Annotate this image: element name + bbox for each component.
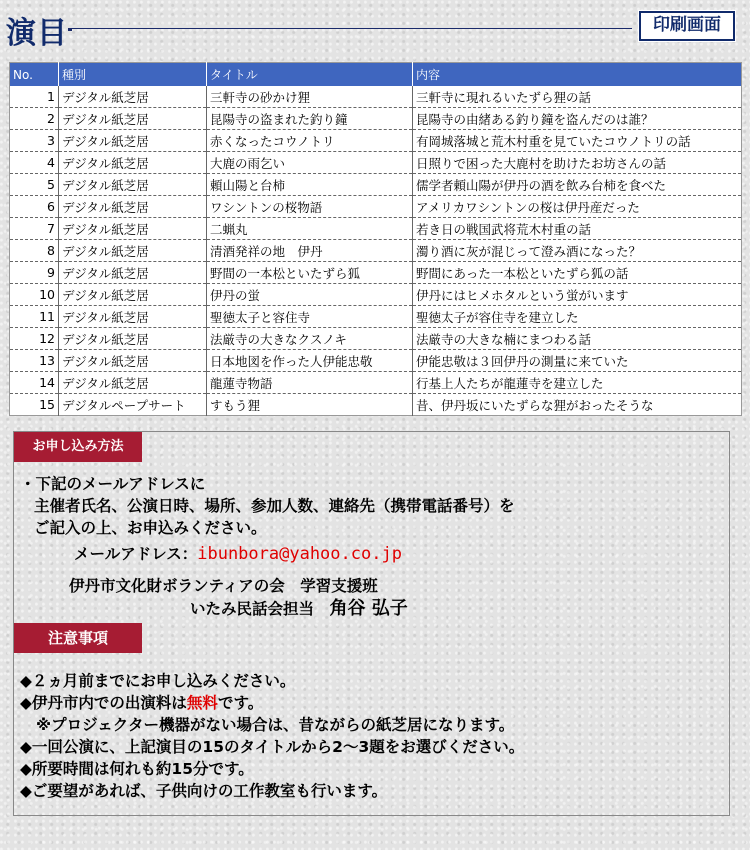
- cell-title: 赤くなったコウノトリ: [207, 130, 413, 152]
- cell-title: 二蝋丸: [207, 218, 413, 240]
- note-2-suffix: です。: [217, 694, 264, 712]
- cell-content: 伊丹にはヒメホタルという蛍がいます: [413, 284, 742, 306]
- organization-name: 伊丹市文化財ボランティアの会 学習支援班: [69, 577, 378, 595]
- apply-line-3: ご記入の上、お申込みください。: [34, 519, 267, 537]
- cell-content: 伊能忠敬は３回伊丹の測量に来ていた: [413, 350, 742, 372]
- cell-title: 龍蓮寺物語: [207, 372, 413, 394]
- note-2-free: 無料: [186, 694, 218, 712]
- cell-title: 日本地図を作った人伊能忠敬: [207, 350, 413, 372]
- cell-type: デジタル紙芝居: [59, 108, 207, 130]
- cell-no: 12: [10, 328, 59, 350]
- cell-title: 大鹿の雨乞い: [207, 152, 413, 174]
- contact-name: 角谷 弘子: [329, 598, 408, 619]
- cell-title: 昆陽寺の盗まれた釣り鐘: [207, 108, 413, 130]
- cell-no: 15: [10, 394, 59, 416]
- cell-title: 野間の一本松といたずら狐: [207, 262, 413, 284]
- table-row: [10, 218, 742, 240]
- apply-line-1: ・下記のメールアドレスに: [20, 475, 206, 493]
- note-1: ◆２ヵ月前までにお申し込みください。: [20, 672, 296, 690]
- table-row: [10, 284, 742, 306]
- table-row: [10, 196, 742, 218]
- cell-title: 聖徳太子と容住寺: [207, 306, 413, 328]
- table-row: [10, 306, 742, 328]
- apply-heading: お申し込み方法: [14, 432, 142, 462]
- table-body: [10, 86, 742, 416]
- cell-content: 聖徳太子が容住寺を建立した: [413, 306, 742, 328]
- page-header: [0, 0, 750, 52]
- cell-type: デジタル紙芝居: [59, 350, 207, 372]
- table-row: [10, 174, 742, 196]
- table-row: [10, 152, 742, 174]
- cell-type: デジタル紙芝居: [59, 196, 207, 218]
- cell-no: 14: [10, 372, 59, 394]
- mail-label: メールアドレス：: [74, 545, 198, 563]
- note-3: ◆一回公演に、上記演目の15のタイトルから2～3題をお選びください。: [20, 738, 525, 756]
- table-header-row: [10, 63, 742, 87]
- cell-content: アメリカワシントンの桜は伊丹産だった: [413, 196, 742, 218]
- cell-no: 6: [10, 196, 59, 218]
- cell-no: 10: [10, 284, 59, 306]
- table-row: [10, 262, 742, 284]
- cell-content: 日照りで困った大鹿村を助けたお坊さんの話: [413, 152, 742, 174]
- cell-type: デジタル紙芝居: [59, 152, 207, 174]
- cell-content: 昔、伊丹坂にいたずらな狸がおったそうな: [416, 397, 654, 413]
- table-row: [10, 394, 742, 416]
- table-row: [10, 372, 742, 394]
- table-row: [10, 86, 742, 108]
- cell-content: 昆陽寺の由緒ある釣り鐘を盗んだのは誰？: [413, 108, 742, 130]
- table-row: [10, 108, 742, 130]
- cell-no: 11: [10, 306, 59, 328]
- cell-title: 三軒寺の砂かけ狸: [207, 86, 413, 108]
- cell-content: 行基上人たちが龍蓮寺を建立した: [413, 372, 742, 394]
- print-view-button[interactable]: 印刷画面: [639, 11, 735, 41]
- contact-prefix: いたみ民話会担当: [190, 600, 315, 618]
- table-row: [10, 350, 742, 372]
- cell-no: 9: [10, 262, 59, 284]
- cell-type: デジタル紙芝居: [59, 240, 207, 262]
- note-2: [20, 691, 263, 713]
- cell-type: デジタル紙芝居: [59, 328, 207, 350]
- cell-title: 法厳寺の大きなクスノキ: [207, 328, 413, 350]
- cell-title: 清酒発祥の地 伊丹: [207, 240, 413, 262]
- note-2-prefix: ◆伊丹市内での出演料は: [20, 694, 187, 712]
- cell-no: 7: [10, 218, 59, 240]
- cell-no: 4: [10, 152, 59, 174]
- cell-type: デジタル紙芝居: [59, 284, 207, 306]
- table-row: [10, 328, 742, 350]
- cell-content: 濁り酒に灰が混じって澄み酒になった？: [413, 240, 742, 262]
- cell-title: 伊丹の蛍: [207, 284, 413, 306]
- cell-content: 儒学者頼山陽が伊丹の酒を飲み台柿を食べた: [413, 174, 742, 196]
- table-row: [10, 130, 742, 152]
- cell-type: デジタル紙芝居: [59, 130, 207, 152]
- cell-type: デジタル紙芝居: [59, 86, 207, 108]
- cell-title: 頼山陽と台柿: [207, 174, 413, 196]
- info-panel: [13, 431, 730, 816]
- cell-content: 法厳寺の大きな楠にまつわる話: [413, 328, 742, 350]
- column-header-no: No.: [10, 63, 59, 87]
- column-header-title: タイトル: [207, 63, 413, 87]
- column-header-content: 内容: [413, 63, 742, 87]
- cell-type: デジタル紙芝居: [59, 218, 207, 240]
- cell-type: デジタル紙芝居: [59, 372, 207, 394]
- cell-content: 若き日の戦国武将荒木村重の話: [413, 218, 742, 240]
- cell-no: 13: [10, 350, 59, 372]
- cell-no: 8: [10, 240, 59, 262]
- cell-type: デジタルペープサート: [59, 394, 207, 416]
- cell-title: すもう狸: [207, 394, 413, 416]
- page-title: 演目: [6, 16, 68, 51]
- note-4: ◆所要時間は何れも約15分です。: [20, 760, 254, 778]
- title-divider: [68, 28, 632, 29]
- contact-row: [190, 594, 408, 620]
- cell-type: デジタル紙芝居: [59, 262, 207, 284]
- cell-content: 三軒寺に現れるいたずら狸の話: [413, 86, 742, 108]
- apply-line-2: 主催者氏名、公演日時、場所、参加人数、連絡先（携帯電話番号）を: [34, 497, 515, 515]
- mail-address-link[interactable]: ibunbora@yahoo.co.jp: [197, 544, 402, 564]
- cell-no: 3: [10, 130, 59, 152]
- cell-type: デジタル紙芝居: [59, 306, 207, 328]
- note-5: ◆ご要望があれば、子供向けの工作教室も行います。: [20, 782, 388, 800]
- cell-no: 2: [10, 108, 59, 130]
- cell-content: 野間にあった一本松といたずら狐の話: [413, 262, 742, 284]
- repertoire-table: [9, 62, 742, 416]
- mail-row: [74, 542, 402, 564]
- cell-no: 1: [10, 86, 59, 108]
- note-2-sub: ※プロジェクター機器がない場合は、昔ながらの紙芝居になります。: [36, 716, 515, 734]
- table-row: [10, 240, 742, 262]
- cell-content: 有岡城落城と荒木村重を見ていたコウノトリの話: [413, 130, 742, 152]
- cell-type: デジタル紙芝居: [59, 174, 207, 196]
- cell-no: 5: [10, 174, 59, 196]
- notes-heading: 注意事項: [14, 623, 142, 653]
- cell-title: ワシントンの桜物語: [207, 196, 413, 218]
- column-header-type: 種別: [59, 63, 207, 87]
